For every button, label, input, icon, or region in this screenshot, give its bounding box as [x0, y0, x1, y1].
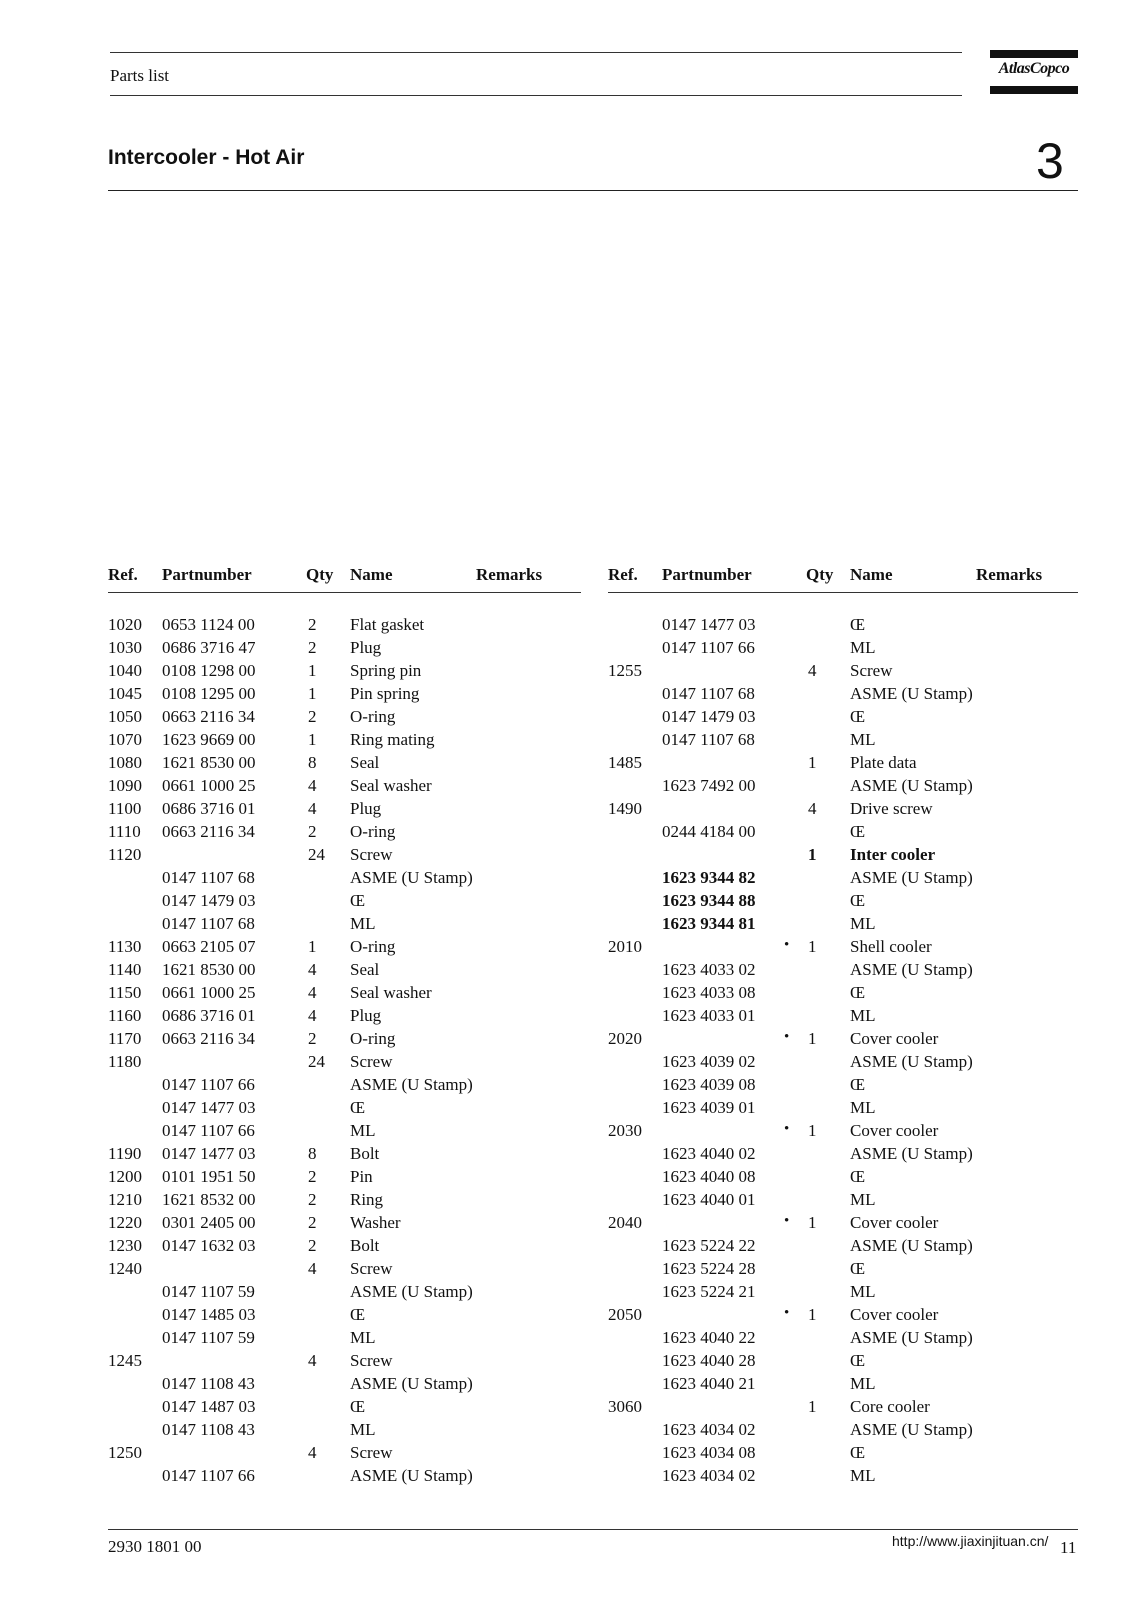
cell-qty: 24 — [308, 845, 325, 864]
cell-ref: 1050 — [108, 707, 142, 726]
header-bottom-rule — [110, 95, 962, 96]
cell-qty: 4 — [808, 799, 817, 818]
cell-qty: 1 — [308, 937, 317, 956]
cell-name: Cover cooler — [850, 1121, 939, 1140]
cell-ref: 1240 — [108, 1259, 142, 1278]
cell-name: ASME (U Stamp) — [350, 1374, 473, 1393]
cell-partnumber: 1623 4040 22 — [662, 1328, 756, 1347]
cell-ref: 1245 — [108, 1351, 142, 1370]
cell-name: ML — [850, 1190, 876, 1209]
cell-name: ASME (U Stamp) — [350, 868, 473, 887]
cell-name: ML — [850, 1098, 876, 1117]
cell-qty: 1 — [808, 845, 817, 864]
cell-qty: 4 — [308, 776, 317, 795]
cell-name: Œ — [850, 1259, 866, 1278]
cell-name: Screw — [350, 1443, 393, 1462]
cell-partnumber: 0108 1298 00 — [162, 661, 256, 680]
cell-name: Pin — [350, 1167, 373, 1186]
cell-partnumber: 1623 5224 22 — [662, 1236, 756, 1255]
cell-partnumber: 0147 1479 03 — [662, 707, 756, 726]
cell-partnumber: 1623 9344 81 — [662, 914, 756, 933]
table-header-rule — [108, 592, 581, 593]
cell-ref: 1490 — [608, 799, 642, 818]
cell-qty: 4 — [308, 1443, 317, 1462]
cell-name: O-ring — [350, 822, 396, 841]
cell-name: Œ — [350, 1098, 366, 1117]
cell-qty: 4 — [808, 661, 817, 680]
cell-qty: 2 — [308, 638, 317, 657]
cell-name: ML — [350, 1420, 376, 1439]
cell-partnumber: 1623 4040 28 — [662, 1351, 756, 1370]
cell-partnumber: 1623 4034 08 — [662, 1443, 756, 1462]
cell-partnumber: 0147 1477 03 — [662, 615, 756, 634]
bullet-marker: • — [784, 937, 790, 953]
cell-qty: 2 — [308, 1029, 317, 1048]
cell-qty: 4 — [308, 960, 317, 979]
cell-partnumber: 1621 8532 00 — [162, 1190, 256, 1209]
cell-name: Plate data — [850, 753, 917, 772]
col-header-ref: Ref. — [108, 565, 138, 584]
cell-qty: 2 — [308, 1167, 317, 1186]
cell-ref: 2040 — [608, 1213, 642, 1232]
cell-partnumber: 0147 1107 59 — [162, 1282, 255, 1301]
cell-name: ML — [350, 914, 376, 933]
cell-name: ML — [350, 1121, 376, 1140]
document-number: 2930 1801 00 — [108, 1537, 202, 1556]
cell-name: Bolt — [350, 1236, 380, 1255]
cell-ref: 1100 — [108, 799, 142, 818]
cell-name: O-ring — [350, 937, 396, 956]
col-header-partnumber: Partnumber — [162, 565, 252, 584]
cell-name: Œ — [850, 1351, 866, 1370]
cell-qty: 2 — [308, 1213, 317, 1232]
cell-name: Ring mating — [350, 730, 435, 749]
cell-name: Œ — [850, 822, 866, 841]
cell-name: O-ring — [350, 1029, 396, 1048]
cell-ref: 1030 — [108, 638, 142, 657]
cell-ref: 1220 — [108, 1213, 142, 1232]
cell-partnumber: 1623 7492 00 — [662, 776, 756, 795]
cell-qty: 1 — [808, 1397, 817, 1416]
cell-name: ASME (U Stamp) — [850, 776, 973, 795]
cell-partnumber: 0663 2105 07 — [162, 937, 256, 956]
cell-partnumber: 0147 1107 59 — [162, 1328, 255, 1347]
cell-name: ASME (U Stamp) — [850, 1144, 973, 1163]
cell-ref: 1045 — [108, 684, 142, 703]
cell-ref: 1200 — [108, 1167, 142, 1186]
col-header-name: Name — [850, 565, 893, 584]
cell-partnumber: 1621 8530 00 — [162, 960, 256, 979]
cell-name: Pin spring — [350, 684, 420, 703]
logo-text: AtlasCopco — [998, 60, 1070, 77]
cell-name: ML — [850, 1466, 876, 1485]
bullet-marker: • — [784, 1305, 790, 1321]
cell-partnumber: 1623 5224 21 — [662, 1282, 756, 1301]
cell-qty: 1 — [808, 753, 817, 772]
cell-partnumber: 0147 1485 03 — [162, 1305, 256, 1324]
cell-name: Shell cooler — [850, 937, 932, 956]
cell-partnumber: 0686 3716 01 — [162, 799, 256, 818]
cell-partnumber: 1623 4034 02 — [662, 1420, 756, 1439]
cell-partnumber: 1623 4040 02 — [662, 1144, 756, 1163]
col-header-ref: Ref. — [608, 565, 638, 584]
cell-ref: 1070 — [108, 730, 142, 749]
section-title: Intercooler - Hot Air — [108, 146, 305, 169]
cell-ref: 1090 — [108, 776, 142, 795]
cell-name: Ring — [350, 1190, 384, 1209]
cell-ref: 1210 — [108, 1190, 142, 1209]
cell-name: ASME (U Stamp) — [850, 868, 973, 887]
cell-partnumber: 0661 1000 25 — [162, 983, 256, 1002]
cell-name: Œ — [850, 1167, 866, 1186]
cell-name: Œ — [850, 983, 866, 1002]
cell-partnumber: 1623 4039 02 — [662, 1052, 756, 1071]
cell-ref: 1120 — [108, 845, 142, 864]
cell-partnumber: 1623 4039 08 — [662, 1075, 756, 1094]
col-header-qty: Qty — [806, 565, 834, 584]
cell-qty: 2 — [308, 822, 317, 841]
cell-qty: 1 — [808, 937, 817, 956]
cell-partnumber: 0147 1107 66 — [162, 1466, 255, 1485]
cell-name: ASME (U Stamp) — [850, 1236, 973, 1255]
cell-partnumber: 0663 2116 34 — [162, 707, 255, 726]
cell-name: ASME (U Stamp) — [850, 684, 973, 703]
cell-partnumber: 1623 4040 01 — [662, 1190, 756, 1209]
cell-name: ML — [350, 1328, 376, 1347]
cell-qty: 4 — [308, 983, 317, 1002]
cell-ref: 1180 — [108, 1052, 142, 1071]
cell-partnumber: 0244 4184 00 — [662, 822, 756, 841]
cell-name: Cover cooler — [850, 1213, 939, 1232]
cell-name: Œ — [850, 707, 866, 726]
cell-ref: 3060 — [608, 1397, 642, 1416]
cell-name: Cover cooler — [850, 1305, 939, 1324]
cell-name: Plug — [350, 1006, 382, 1025]
cell-ref: 1110 — [108, 822, 141, 841]
cell-name: Seal washer — [350, 983, 432, 1002]
cell-qty: 1 — [808, 1213, 817, 1232]
title-rule — [108, 190, 1078, 191]
footer-url: http://www.jiaxinjituan.cn/ — [892, 1533, 1049, 1549]
cell-name: ASME (U Stamp) — [850, 1052, 973, 1071]
cell-ref: 1130 — [108, 937, 142, 956]
cell-name: Plug — [350, 799, 382, 818]
cell-name: Spring pin — [350, 661, 422, 680]
cell-name: Screw — [350, 1052, 393, 1071]
cell-qty: 2 — [308, 707, 317, 726]
col-header-remarks: Remarks — [476, 565, 543, 584]
cell-ref: 1020 — [108, 615, 142, 634]
bullet-marker: • — [784, 1213, 790, 1229]
cell-ref: 1250 — [108, 1443, 142, 1462]
cell-partnumber: 0147 1107 66 — [162, 1121, 255, 1140]
cell-qty: 4 — [308, 1351, 317, 1370]
cell-name: Washer — [350, 1213, 401, 1232]
cell-qty: 2 — [308, 1190, 317, 1209]
cell-qty: 1 — [808, 1121, 817, 1140]
cell-partnumber: 1623 4040 21 — [662, 1374, 756, 1393]
col-header-qty: Qty — [306, 565, 334, 584]
col-header-remarks: Remarks — [976, 565, 1043, 584]
cell-partnumber: 0147 1479 03 — [162, 891, 256, 910]
cell-partnumber: 0147 1477 03 — [162, 1098, 256, 1117]
cell-ref: 1140 — [108, 960, 142, 979]
header-label: Parts list — [110, 66, 170, 85]
cell-partnumber: 0147 1477 03 — [162, 1144, 256, 1163]
cell-ref: 1160 — [108, 1006, 142, 1025]
cell-qty: 4 — [308, 1259, 317, 1278]
cell-qty: 8 — [308, 1144, 317, 1163]
cell-partnumber: 0147 1107 68 — [662, 684, 755, 703]
cell-ref: 1190 — [108, 1144, 142, 1163]
cell-name: Screw — [850, 661, 893, 680]
cell-name: Œ — [350, 891, 366, 910]
cell-partnumber: 0147 1107 68 — [662, 730, 755, 749]
cell-partnumber: 1623 9344 82 — [662, 868, 756, 887]
cell-name: ML — [850, 730, 876, 749]
cell-partnumber: 1623 4033 01 — [662, 1006, 756, 1025]
cell-ref: 1230 — [108, 1236, 142, 1255]
cell-partnumber: 0147 1487 03 — [162, 1397, 256, 1416]
cell-partnumber: 0301 2405 00 — [162, 1213, 256, 1232]
col-header-partnumber: Partnumber — [662, 565, 752, 584]
cell-partnumber: 1623 4033 08 — [662, 983, 756, 1002]
cell-ref: 2010 — [608, 937, 642, 956]
cell-name: Flat gasket — [350, 615, 425, 634]
cell-name: Core cooler — [850, 1397, 930, 1416]
cell-name: Œ — [850, 615, 866, 634]
cell-partnumber: 0147 1107 66 — [162, 1075, 255, 1094]
cell-qty: 1 — [308, 730, 317, 749]
cell-ref: 1485 — [608, 753, 642, 772]
footer-rule — [108, 1529, 1078, 1530]
cell-partnumber: 1623 4034 02 — [662, 1466, 756, 1485]
cell-name: ASME (U Stamp) — [850, 1420, 973, 1439]
cell-qty: 4 — [308, 799, 317, 818]
cell-name: Screw — [350, 1259, 393, 1278]
cell-partnumber: 1623 9344 88 — [662, 891, 756, 910]
header-top-rule — [110, 52, 962, 53]
cell-qty: 1 — [308, 684, 317, 703]
cell-partnumber: 1623 5224 28 — [662, 1259, 756, 1278]
atlas-copco-logo — [990, 50, 1078, 94]
cell-partnumber: 0108 1295 00 — [162, 684, 256, 703]
bullet-marker: • — [784, 1029, 790, 1045]
cell-qty: 2 — [308, 1236, 317, 1255]
cell-partnumber: 1623 9669 00 — [162, 730, 256, 749]
col-header-name: Name — [350, 565, 393, 584]
cell-name: Screw — [350, 845, 393, 864]
bullet-marker: • — [784, 1121, 790, 1137]
logo-bottom-bar — [990, 86, 1078, 94]
table-header-rule — [608, 592, 1078, 593]
cell-name: ML — [850, 1282, 876, 1301]
cell-qty: 24 — [308, 1052, 325, 1071]
cell-name: ML — [850, 1006, 876, 1025]
cell-partnumber: 0147 1632 03 — [162, 1236, 256, 1255]
cell-ref: 1255 — [608, 661, 642, 680]
cell-name: Plug — [350, 638, 382, 657]
cell-ref: 2050 — [608, 1305, 642, 1324]
cell-name: Œ — [350, 1397, 366, 1416]
cell-name: Œ — [350, 1305, 366, 1324]
cell-name: ASME (U Stamp) — [850, 960, 973, 979]
cell-name: Œ — [850, 1075, 866, 1094]
cell-qty: 4 — [308, 1006, 317, 1025]
cell-name: Screw — [350, 1351, 393, 1370]
cell-partnumber: 1623 4033 02 — [662, 960, 756, 979]
cell-partnumber: 0686 3716 01 — [162, 1006, 256, 1025]
cell-name: Œ — [850, 891, 866, 910]
cell-name: Drive screw — [850, 799, 933, 818]
cell-name: Seal — [350, 960, 380, 979]
cell-name: ASME (U Stamp) — [350, 1282, 473, 1301]
cell-partnumber: 1621 8530 00 — [162, 753, 256, 772]
cell-partnumber: 0147 1108 43 — [162, 1374, 255, 1393]
cell-name: O-ring — [350, 707, 396, 726]
cell-ref: 1080 — [108, 753, 142, 772]
cell-name: Seal washer — [350, 776, 432, 795]
cell-partnumber: 0686 3716 47 — [162, 638, 256, 657]
cell-ref: 2030 — [608, 1121, 642, 1140]
cell-partnumber: 0147 1107 68 — [162, 868, 255, 887]
cell-name: ML — [850, 914, 876, 933]
cell-name: ASME (U Stamp) — [850, 1328, 973, 1347]
cell-partnumber: 0147 1107 66 — [662, 638, 755, 657]
cell-name: Cover cooler — [850, 1029, 939, 1048]
cell-ref: 1170 — [108, 1029, 142, 1048]
cell-partnumber: 1623 4040 08 — [662, 1167, 756, 1186]
cell-qty: 1 — [308, 661, 317, 680]
cell-name: ASME (U Stamp) — [350, 1075, 473, 1094]
cell-qty: 1 — [808, 1029, 817, 1048]
cell-qty: 2 — [308, 615, 317, 634]
cell-partnumber: 0661 1000 25 — [162, 776, 256, 795]
cell-ref: 1150 — [108, 983, 142, 1002]
cell-qty: 8 — [308, 753, 317, 772]
cell-name: ML — [850, 638, 876, 657]
logo-top-bar — [990, 50, 1078, 58]
cell-name: Bolt — [350, 1144, 380, 1163]
page-number: 11 — [1060, 1538, 1077, 1557]
cell-name: Seal — [350, 753, 380, 772]
cell-name: Œ — [850, 1443, 866, 1462]
cell-name: Inter cooler — [850, 845, 936, 864]
cell-partnumber: 0653 1124 00 — [162, 615, 255, 634]
cell-qty: 1 — [808, 1305, 817, 1324]
cell-partnumber: 0101 1951 50 — [162, 1167, 256, 1186]
cell-partnumber: 0663 2116 34 — [162, 1029, 255, 1048]
cell-name: ML — [850, 1374, 876, 1393]
cell-ref: 2020 — [608, 1029, 642, 1048]
cell-ref: 1040 — [108, 661, 142, 680]
cell-partnumber: 0663 2116 34 — [162, 822, 255, 841]
chapter-number: 3 — [1036, 133, 1064, 189]
cell-name: ASME (U Stamp) — [350, 1466, 473, 1485]
cell-partnumber: 0147 1108 43 — [162, 1420, 255, 1439]
cell-partnumber: 0147 1107 68 — [162, 914, 255, 933]
cell-partnumber: 1623 4039 01 — [662, 1098, 756, 1117]
